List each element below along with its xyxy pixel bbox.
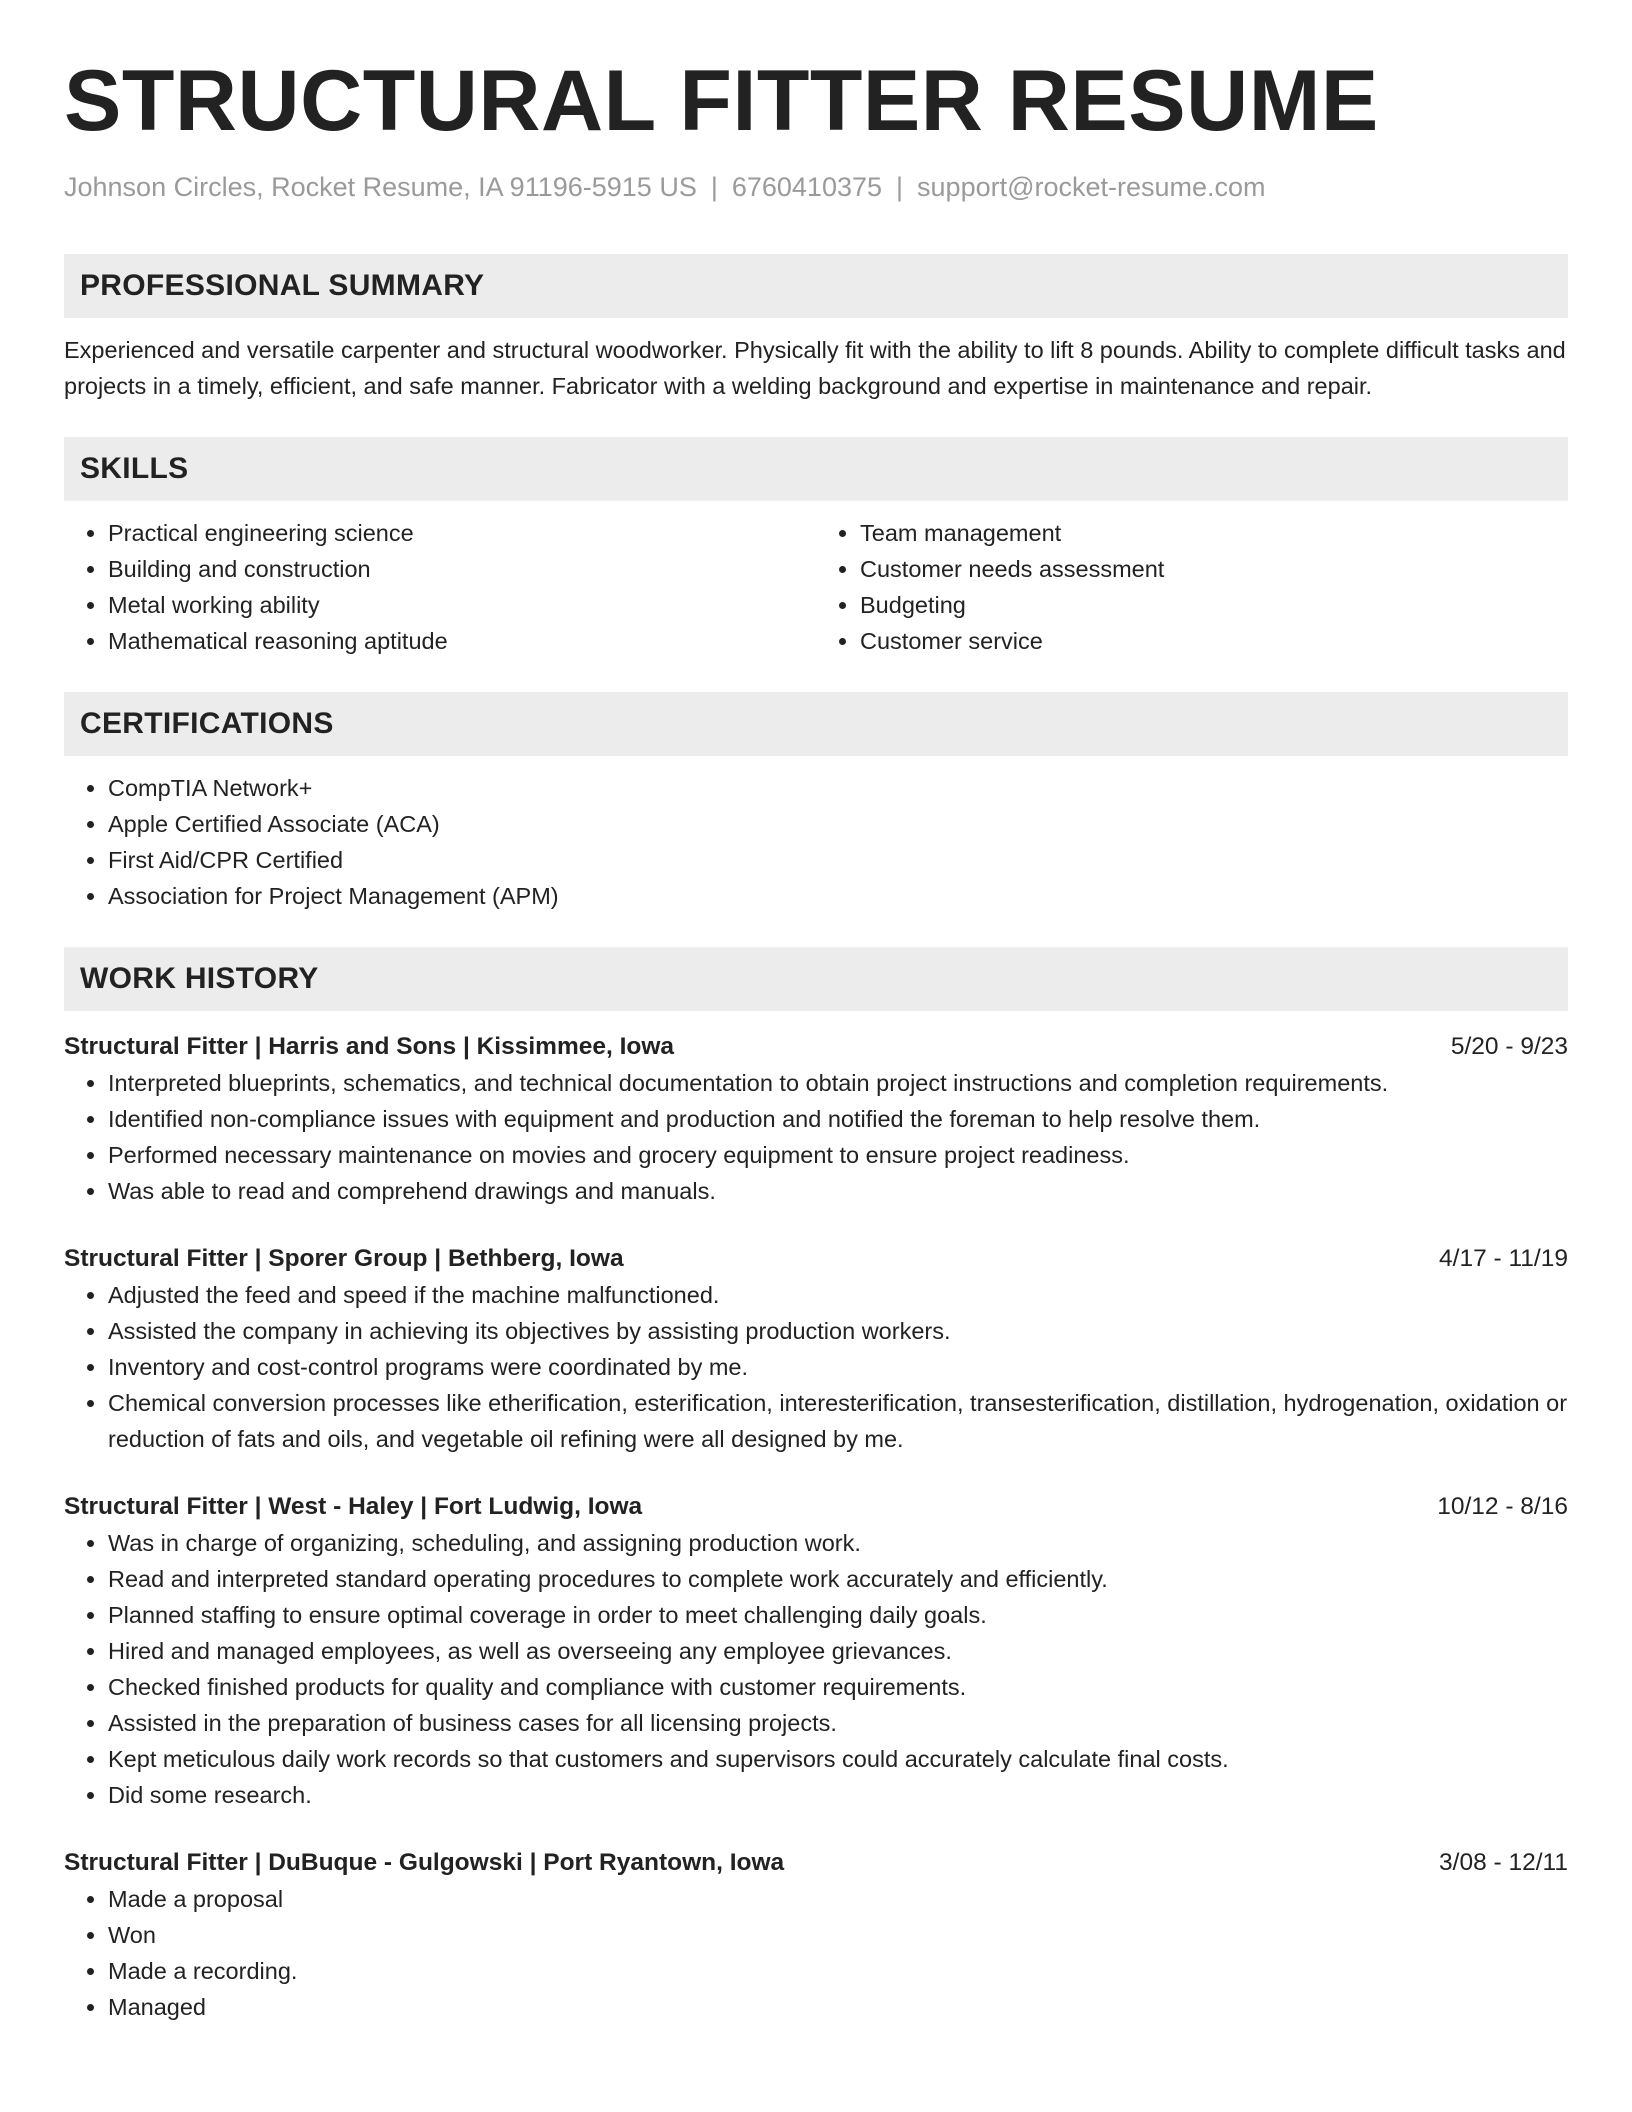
- section-heading-summary: PROFESSIONAL SUMMARY: [64, 254, 1568, 318]
- skill-item: • Team management: [860, 515, 1568, 551]
- certification-item: • Association for Project Management (APM): [108, 878, 1568, 914]
- contact-separator: |: [896, 172, 904, 203]
- contact-line: [64, 171, 1568, 203]
- professional-summary-section: [64, 254, 1568, 404]
- job-bullet: • Hired and managed employees, as well as overseeing any employee grievances.: [108, 1633, 1568, 1669]
- job-title: Structural Fitter | West - Haley | Fort Ludwig, Iowa: [64, 1492, 643, 1520]
- job-bullet: • Won: [108, 1917, 1568, 1953]
- contact-email[interactable]: support@rocket-resume.com: [917, 172, 1266, 203]
- job-title: Structural Fitter | DuBuque - Gulgowski | Port Ryantown, Iowa: [64, 1848, 785, 1876]
- summary-text: Experienced and versatile carpenter and structural woodworker. Physically fit with the ability to lift 8 pounds. Ability to complete difficult tasks and projects in a timely, efficient, and safe manner. Fabricator with a welding background and expertise in maintenance and repair.: [64, 336, 1566, 399]
- job-bullet: • Adjusted the feed and speed if the machine malfunctioned.: [108, 1277, 1568, 1313]
- section-heading-work-history: WORK HISTORY: [64, 947, 1568, 1011]
- work-history-section: [64, 947, 1568, 2025]
- job-title: Structural Fitter | Harris and Sons | Kissimmee, Iowa: [64, 1032, 675, 1060]
- job-bullet: • Checked finished products for quality and compliance with customer requirements.: [108, 1669, 1568, 1705]
- job-bullet: • Performed necessary maintenance on movies and grocery equipment to ensure project readiness.: [108, 1137, 1568, 1173]
- certification-item: • First Aid/CPR Certified: [108, 842, 1568, 878]
- contact-phone: 6760410375: [731, 172, 883, 203]
- job-bullet: • Planned staffing to ensure optimal coverage in order to meet challenging daily goals.: [108, 1597, 1568, 1633]
- skills-list-right: [816, 515, 1568, 659]
- job-bullet: • Chemical conversion processes like etherification, esterification, interesterification, transesterification, distillation, hydrogenation, oxidation or reduction of fats and oils, and vegetable oil refining were all designed by me.: [108, 1385, 1568, 1457]
- skill-item: • Customer needs assessment: [860, 551, 1568, 587]
- job-bullet: • Kept meticulous daily work records so that customers and supervisors could accurately calculate final costs.: [108, 1741, 1568, 1777]
- job-bullet: • Made a proposal: [108, 1881, 1568, 1917]
- certification-item: • Apple Certified Associate (ACA): [108, 806, 1568, 842]
- skill-item: • Building and construction: [108, 551, 816, 587]
- job-dates: 10/12 - 8/16: [1437, 1492, 1568, 1520]
- job-bullet: • Interpreted blueprints, schematics, and technical documentation to obtain project instructions and completion requirements.: [108, 1065, 1568, 1101]
- job-bullet: • Did some research.: [108, 1777, 1568, 1813]
- skills-section: [64, 437, 1568, 659]
- job-entry: [64, 1241, 1568, 1457]
- job-bullet: • Assisted the company in achieving its objectives by assisting production workers.: [108, 1313, 1568, 1349]
- job-bullet: • Assisted in the preparation of business cases for all licensing projects.: [108, 1705, 1568, 1741]
- certifications-list: [64, 770, 1568, 914]
- skill-item: • Mathematical reasoning aptitude: [108, 623, 816, 659]
- job-bullets: [64, 1525, 1568, 1813]
- job-header: [64, 1029, 1568, 1065]
- contact-separator: |: [710, 172, 718, 203]
- job-entry: [64, 1029, 1568, 1209]
- job-dates: 5/20 - 9/23: [1450, 1032, 1568, 1060]
- skill-item: • Practical engineering science: [108, 515, 816, 551]
- job-title: Structural Fitter | Sporer Group | Bethberg, Iowa: [64, 1244, 624, 1272]
- job-bullets: [64, 1065, 1568, 1209]
- job-bullet: • Was able to read and comprehend drawings and manuals.: [108, 1173, 1568, 1209]
- job-header: [64, 1489, 1568, 1525]
- section-heading-skills: SKILLS: [64, 437, 1568, 501]
- job-bullet: • Managed: [108, 1989, 1568, 2025]
- job-entry: [64, 1845, 1568, 2025]
- job-bullet: • Inventory and cost-control programs were coordinated by me.: [108, 1349, 1568, 1385]
- skill-item: • Budgeting: [860, 587, 1568, 623]
- section-heading-certifications: CERTIFICATIONS: [64, 692, 1568, 756]
- job-header: [64, 1845, 1568, 1881]
- skill-item: • Customer service: [860, 623, 1568, 659]
- resume-title: STRUCTURAL FITTER RESUME: [64, 53, 1379, 149]
- job-bullet: • Was in charge of organizing, scheduling, and assigning production work.: [108, 1525, 1568, 1561]
- certifications-section: [64, 692, 1568, 914]
- job-dates: 4/17 - 11/19: [1439, 1244, 1568, 1272]
- job-header: [64, 1241, 1568, 1277]
- contact-address: Johnson Circles, Rocket Resume, IA 91196-5915 US: [64, 172, 697, 203]
- job-entry: [64, 1489, 1568, 1813]
- skills-list-left: [64, 515, 816, 659]
- job-bullet: • Identified non-compliance issues with equipment and production and notified the foreman to help resolve them.: [108, 1101, 1568, 1137]
- skill-item: • Metal working ability: [108, 587, 816, 623]
- job-bullets: [64, 1881, 1568, 2025]
- certification-item: • CompTIA Network+: [108, 770, 1568, 806]
- job-bullets: [64, 1277, 1568, 1457]
- skills-columns: [64, 515, 1568, 659]
- job-bullet: • Read and interpreted standard operating procedures to complete work accurately and efficiently.: [108, 1561, 1568, 1597]
- job-dates: 3/08 - 12/11: [1439, 1848, 1568, 1876]
- job-bullet: • Made a recording.: [108, 1953, 1568, 1989]
